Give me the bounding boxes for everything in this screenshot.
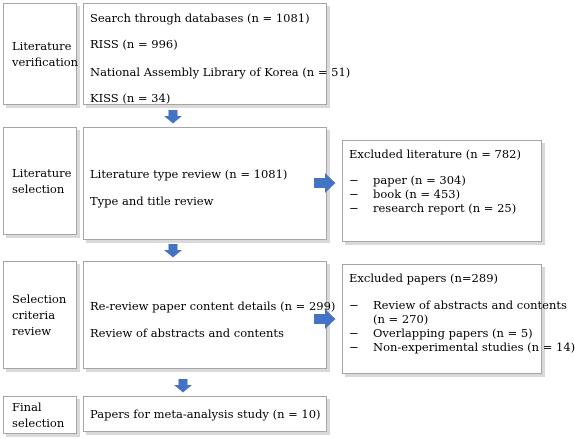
excluded-literature-title: Excluded literature (n = 782) <box>349 147 521 161</box>
excluded-literature-book: book (n = 453) <box>373 187 461 201</box>
excluded-papers-title: Excluded papers (n=289) <box>349 271 498 285</box>
stage-box-criteria <box>3 261 77 369</box>
stage-label-selection: Literature selection <box>12 166 72 196</box>
stage-box-verification <box>3 3 77 105</box>
stage-box-selection <box>3 127 77 235</box>
stage-box-final <box>3 396 77 434</box>
right-arrow-icon <box>314 173 336 193</box>
dash-bullet: − <box>349 298 359 312</box>
stage-label-criteria: Selection criteria review <box>12 292 67 338</box>
verification-content-box <box>83 3 351 105</box>
selection-line-type-review: Literature type review (n = 1081) <box>90 167 288 181</box>
down-arrow-icon <box>173 379 193 393</box>
down-arrow-icon <box>163 110 183 124</box>
verification-line-search: Search through databases (n = 1081) <box>90 11 310 25</box>
final-line-papers: Papers for meta-analysis study (n = 10) <box>90 407 321 421</box>
excluded-papers-box <box>342 264 575 374</box>
excluded-literature-paper: paper (n = 304) <box>373 173 466 187</box>
down-arrow-icon <box>163 244 183 258</box>
right-arrow-icon <box>314 309 336 329</box>
dash-bullet: − <box>349 173 359 187</box>
excluded-literature-research-report: research report (n = 25) <box>373 201 517 215</box>
excluded-papers-non-experimental: Non-experimental studies (n = 14) <box>373 340 575 354</box>
final-content-box <box>83 396 327 432</box>
excluded-papers-overlapping: Overlapping papers (n = 5) <box>373 326 533 340</box>
criteria-content-box <box>83 261 336 369</box>
criteria-line-abstracts: Review of abstracts and contents <box>90 326 284 340</box>
excluded-papers-abstracts-line1: Review of abstracts and contents <box>373 298 567 312</box>
stage-label-final: Final selection <box>12 400 65 430</box>
dash-bullet: − <box>349 201 359 215</box>
dash-bullet: − <box>349 187 359 201</box>
selection-content-box <box>83 127 327 240</box>
dash-bullet: − <box>349 326 359 340</box>
excluded-papers-abstracts-line2: (n = 270) <box>373 312 429 326</box>
verification-line-riss: RISS (n = 996) <box>90 37 178 51</box>
dash-bullet: − <box>349 340 359 354</box>
stage-label-verification: Literature verification <box>12 39 79 69</box>
verification-line-national-assembly: National Assembly Library of Korea (n = 51) <box>90 65 351 79</box>
selection-line-title-review: Type and title review <box>90 194 214 208</box>
excluded-literature-box <box>342 140 542 242</box>
verification-line-kiss: KISS (n = 34) <box>90 91 171 105</box>
criteria-line-rereview: Re-review paper content details (n = 299) <box>90 299 336 313</box>
